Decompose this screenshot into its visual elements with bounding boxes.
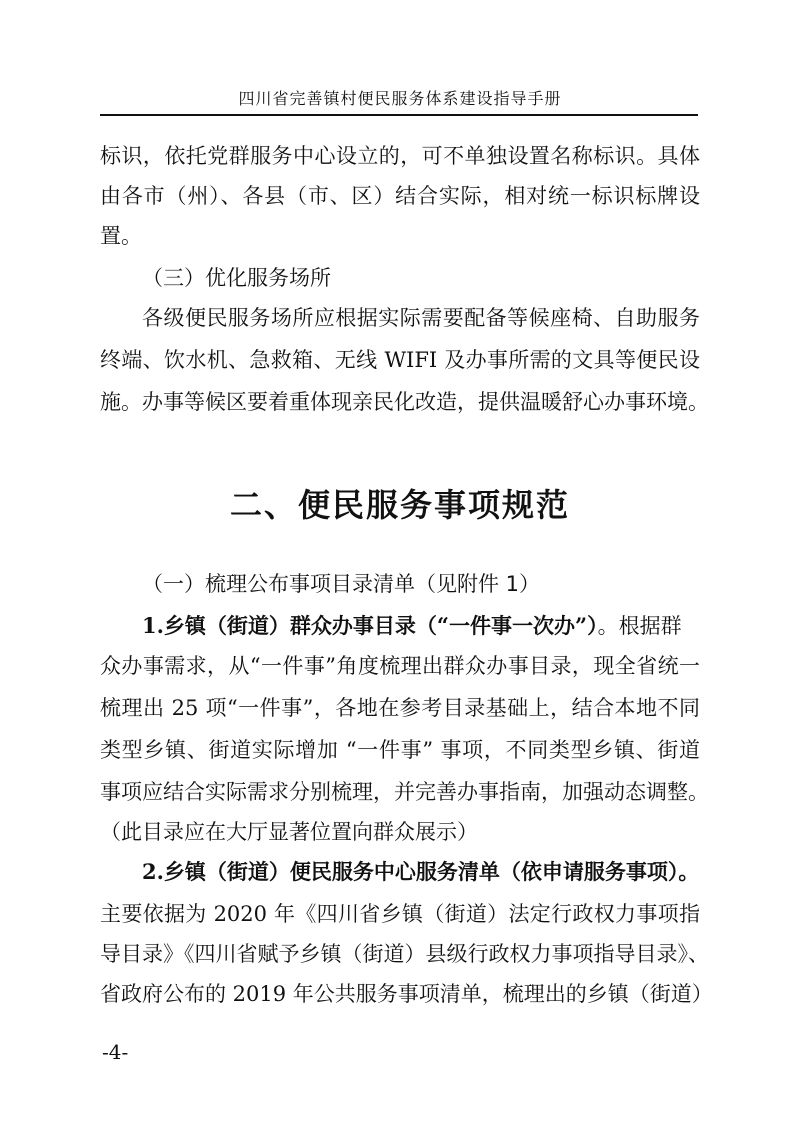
body-line: 由各市（州）、各县（市、区）结合实际，相对统一标识标牌设 — [100, 184, 700, 208]
item-heading: 1.乡镇（街道）群众办事目录（“一件事一次办”） — [142, 613, 598, 638]
body-line: 导目录》《四川省赋予乡镇（街道）县级行政权力事项指导目录》、 — [100, 942, 709, 966]
body-line — [142, 606, 700, 646]
body-line: 主要依据为 2020 年《四川省乡镇（街道）法定行政权力事项指 — [100, 902, 700, 926]
body-line: 置。 — [100, 224, 142, 248]
body-line: 省政府公布的 2019 年公共服务事项清单，梳理出的乡镇（街道） — [100, 982, 713, 1006]
body-line: 梳理出 25 项“一件事”，各地在参考目录基础上，结合本地不同 — [100, 696, 700, 720]
body-line: （此目录应在大厅显著位置向群众展示） — [100, 820, 478, 844]
page-number: -4- — [102, 1040, 129, 1064]
body-line: 各级便民服务场所应根据实际需要配备等候座椅、自助服务 — [142, 306, 700, 330]
body-line: 标识，依托党群服务中心设立的，可不单独设置名称标识。具体 — [100, 144, 700, 168]
body-line: 终端、饮水机、急救箱、无线 WIFI 及办事所需的文具等便民设 — [100, 348, 700, 372]
subsection-heading: （一）梳理公布事项目录清单（见附件 1） — [142, 572, 541, 596]
header-divider — [100, 114, 698, 116]
body-line: 施。办事等候区要着重体现亲民化改造，提供温暖舒心办事环境。 — [100, 390, 709, 414]
section-title: 二、便民服务事项规范 — [229, 486, 570, 524]
body-line: 类型乡镇、街道实际增加 “一件事” 事项，不同类型乡镇、街道 — [100, 738, 700, 762]
item-heading: 2.乡镇（街道）便民服务中心服务清单（依申请服务事项）。 — [142, 859, 700, 884]
body-line: 事项应结合实际需求分别梳理，并完善办事指南，加强动态调整。 — [100, 780, 709, 804]
subsection-heading: （三）优化服务场所 — [142, 266, 331, 290]
item-text: 。根据群 — [597, 614, 682, 638]
running-header: 四川省完善镇村便民服务体系建设指导手册 — [238, 89, 562, 108]
body-line: 众办事需求，从“一件事”角度梳理出群众办事目录，现全省统一 — [100, 654, 700, 678]
